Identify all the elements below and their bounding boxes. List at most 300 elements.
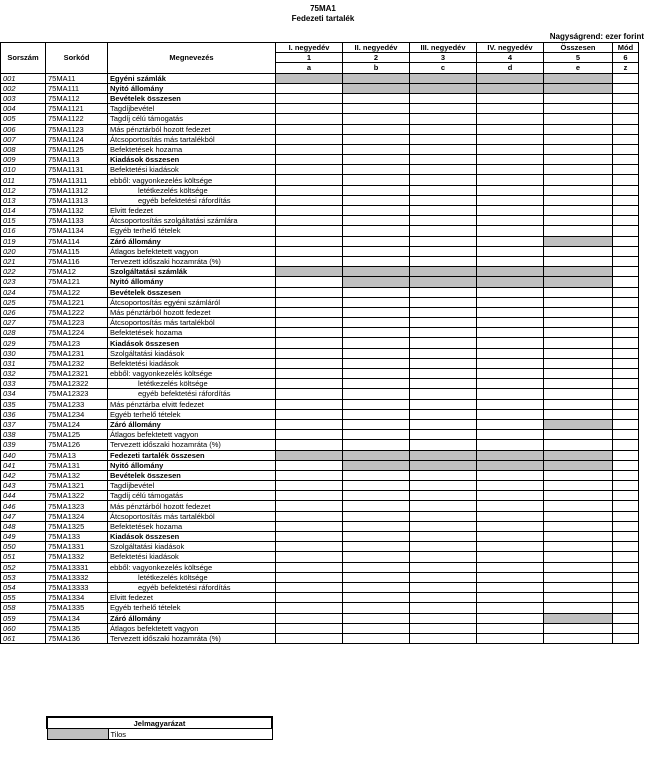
data-cell[interactable] <box>544 389 613 399</box>
data-cell[interactable] <box>410 246 477 256</box>
data-cell[interactable] <box>276 532 343 542</box>
data-cell[interactable] <box>477 399 544 409</box>
data-cell[interactable] <box>343 511 410 521</box>
data-cell[interactable] <box>410 195 477 205</box>
data-cell[interactable] <box>410 491 477 501</box>
data-cell[interactable] <box>410 358 477 368</box>
data-cell[interactable] <box>276 409 343 419</box>
data-cell[interactable] <box>544 470 613 480</box>
data-cell[interactable] <box>276 481 343 491</box>
data-cell[interactable] <box>276 348 343 358</box>
data-cell[interactable] <box>544 297 613 307</box>
data-cell[interactable] <box>613 623 639 633</box>
data-cell[interactable] <box>613 287 639 297</box>
data-cell[interactable] <box>613 450 639 460</box>
data-cell[interactable] <box>544 481 613 491</box>
data-cell[interactable] <box>477 338 544 348</box>
data-cell[interactable] <box>544 593 613 603</box>
data-cell[interactable] <box>276 83 343 93</box>
data-cell[interactable] <box>544 256 613 266</box>
data-cell[interactable] <box>613 297 639 307</box>
data-cell[interactable] <box>477 297 544 307</box>
data-cell[interactable] <box>477 623 544 633</box>
data-cell[interactable] <box>276 287 343 297</box>
data-cell[interactable] <box>343 430 410 440</box>
data-cell[interactable] <box>544 328 613 338</box>
data-cell[interactable] <box>477 440 544 450</box>
data-cell[interactable] <box>343 175 410 185</box>
data-cell[interactable] <box>343 613 410 623</box>
data-cell[interactable] <box>410 572 477 582</box>
data-cell[interactable] <box>276 603 343 613</box>
data-cell[interactable] <box>276 277 343 287</box>
data-cell[interactable] <box>477 389 544 399</box>
data-cell[interactable] <box>410 165 477 175</box>
data-cell[interactable] <box>477 593 544 603</box>
data-cell[interactable] <box>410 593 477 603</box>
data-cell[interactable] <box>410 216 477 226</box>
data-cell[interactable] <box>410 144 477 154</box>
data-cell[interactable] <box>613 83 639 93</box>
data-cell[interactable] <box>477 175 544 185</box>
data-cell[interactable] <box>477 328 544 338</box>
data-cell[interactable] <box>613 124 639 134</box>
data-cell[interactable] <box>343 104 410 114</box>
data-cell[interactable] <box>544 358 613 368</box>
data-cell[interactable] <box>410 155 477 165</box>
data-cell[interactable] <box>613 542 639 552</box>
data-cell[interactable] <box>343 256 410 266</box>
data-cell[interactable] <box>613 277 639 287</box>
data-cell[interactable] <box>343 93 410 103</box>
data-cell[interactable] <box>343 165 410 175</box>
data-cell[interactable] <box>276 297 343 307</box>
data-cell[interactable] <box>276 501 343 511</box>
data-cell[interactable] <box>477 114 544 124</box>
data-cell[interactable] <box>477 491 544 501</box>
data-cell[interactable] <box>276 623 343 633</box>
data-cell[interactable] <box>276 542 343 552</box>
data-cell[interactable] <box>410 124 477 134</box>
data-cell[interactable] <box>410 419 477 429</box>
data-cell[interactable] <box>343 491 410 501</box>
data-cell[interactable] <box>276 236 343 246</box>
data-cell[interactable] <box>343 409 410 419</box>
data-cell[interactable] <box>276 134 343 144</box>
data-cell[interactable] <box>343 236 410 246</box>
data-cell[interactable] <box>477 236 544 246</box>
data-cell[interactable] <box>276 338 343 348</box>
data-cell[interactable] <box>410 185 477 195</box>
data-cell[interactable] <box>477 226 544 236</box>
data-cell[interactable] <box>544 155 613 165</box>
data-cell[interactable] <box>544 246 613 256</box>
data-cell[interactable] <box>343 633 410 643</box>
data-cell[interactable] <box>544 114 613 124</box>
data-cell[interactable] <box>410 287 477 297</box>
data-cell[interactable] <box>410 552 477 562</box>
data-cell[interactable] <box>276 379 343 389</box>
data-cell[interactable] <box>410 114 477 124</box>
data-cell[interactable] <box>477 144 544 154</box>
data-cell[interactable] <box>613 216 639 226</box>
data-cell[interactable] <box>544 532 613 542</box>
data-cell[interactable] <box>276 572 343 582</box>
data-cell[interactable] <box>613 155 639 165</box>
data-cell[interactable] <box>613 582 639 592</box>
data-cell[interactable] <box>276 521 343 531</box>
data-cell[interactable] <box>343 134 410 144</box>
data-cell[interactable] <box>410 104 477 114</box>
data-cell[interactable] <box>613 399 639 409</box>
data-cell[interactable] <box>613 328 639 338</box>
data-cell[interactable] <box>477 185 544 195</box>
data-cell[interactable] <box>343 623 410 633</box>
data-cell[interactable] <box>477 603 544 613</box>
data-cell[interactable] <box>613 206 639 216</box>
data-cell[interactable] <box>410 623 477 633</box>
data-cell[interactable] <box>343 470 410 480</box>
data-cell[interactable] <box>544 582 613 592</box>
data-cell[interactable] <box>343 206 410 216</box>
data-cell[interactable] <box>410 521 477 531</box>
data-cell[interactable] <box>410 328 477 338</box>
data-cell[interactable] <box>544 542 613 552</box>
data-cell[interactable] <box>343 287 410 297</box>
data-cell[interactable] <box>276 369 343 379</box>
data-cell[interactable] <box>613 470 639 480</box>
data-cell[interactable] <box>410 307 477 317</box>
data-cell[interactable] <box>613 613 639 623</box>
data-cell[interactable] <box>343 501 410 511</box>
data-cell[interactable] <box>613 389 639 399</box>
data-cell[interactable] <box>343 389 410 399</box>
data-cell[interactable] <box>613 460 639 470</box>
data-cell[interactable] <box>613 134 639 144</box>
data-cell[interactable] <box>544 124 613 134</box>
data-cell[interactable] <box>276 246 343 256</box>
data-cell[interactable] <box>343 114 410 124</box>
data-cell[interactable] <box>544 633 613 643</box>
data-cell[interactable] <box>343 328 410 338</box>
data-cell[interactable] <box>276 195 343 205</box>
data-cell[interactable] <box>544 134 613 144</box>
data-cell[interactable] <box>477 358 544 368</box>
data-cell[interactable] <box>613 409 639 419</box>
data-cell[interactable] <box>613 593 639 603</box>
data-cell[interactable] <box>276 491 343 501</box>
data-cell[interactable] <box>276 552 343 562</box>
data-cell[interactable] <box>477 572 544 582</box>
data-cell[interactable] <box>613 491 639 501</box>
data-cell[interactable] <box>613 348 639 358</box>
data-cell[interactable] <box>613 603 639 613</box>
data-cell[interactable] <box>544 369 613 379</box>
data-cell[interactable] <box>544 185 613 195</box>
data-cell[interactable] <box>343 419 410 429</box>
data-cell[interactable] <box>343 532 410 542</box>
data-cell[interactable] <box>477 104 544 114</box>
data-cell[interactable] <box>613 552 639 562</box>
data-cell[interactable] <box>343 307 410 317</box>
data-cell[interactable] <box>343 572 410 582</box>
data-cell[interactable] <box>477 613 544 623</box>
data-cell[interactable] <box>276 613 343 623</box>
data-cell[interactable] <box>276 328 343 338</box>
data-cell[interactable] <box>276 226 343 236</box>
data-cell[interactable] <box>477 430 544 440</box>
data-cell[interactable] <box>477 470 544 480</box>
data-cell[interactable] <box>410 318 477 328</box>
data-cell[interactable] <box>343 369 410 379</box>
data-cell[interactable] <box>410 501 477 511</box>
data-cell[interactable] <box>613 226 639 236</box>
data-cell[interactable] <box>544 440 613 450</box>
data-cell[interactable] <box>410 134 477 144</box>
data-cell[interactable] <box>343 155 410 165</box>
data-cell[interactable] <box>477 542 544 552</box>
data-cell[interactable] <box>544 195 613 205</box>
data-cell[interactable] <box>613 511 639 521</box>
data-cell[interactable] <box>477 552 544 562</box>
data-cell[interactable] <box>613 419 639 429</box>
data-cell[interactable] <box>276 165 343 175</box>
data-cell[interactable] <box>343 216 410 226</box>
data-cell[interactable] <box>410 633 477 643</box>
data-cell[interactable] <box>613 195 639 205</box>
data-cell[interactable] <box>613 267 639 277</box>
data-cell[interactable] <box>613 633 639 643</box>
data-cell[interactable] <box>544 379 613 389</box>
data-cell[interactable] <box>613 144 639 154</box>
data-cell[interactable] <box>276 104 343 114</box>
data-cell[interactable] <box>477 419 544 429</box>
data-cell[interactable] <box>613 572 639 582</box>
data-cell[interactable] <box>343 603 410 613</box>
data-cell[interactable] <box>544 175 613 185</box>
data-cell[interactable] <box>276 114 343 124</box>
data-cell[interactable] <box>477 409 544 419</box>
data-cell[interactable] <box>477 633 544 643</box>
data-cell[interactable] <box>343 358 410 368</box>
data-cell[interactable] <box>477 155 544 165</box>
data-cell[interactable] <box>477 216 544 226</box>
data-cell[interactable] <box>613 175 639 185</box>
data-cell[interactable] <box>477 307 544 317</box>
data-cell[interactable] <box>276 399 343 409</box>
data-cell[interactable] <box>276 511 343 521</box>
data-cell[interactable] <box>544 399 613 409</box>
data-cell[interactable] <box>613 93 639 103</box>
data-cell[interactable] <box>477 93 544 103</box>
data-cell[interactable] <box>343 440 410 450</box>
data-cell[interactable] <box>544 409 613 419</box>
data-cell[interactable] <box>410 511 477 521</box>
data-cell[interactable] <box>613 246 639 256</box>
data-cell[interactable] <box>410 175 477 185</box>
data-cell[interactable] <box>410 379 477 389</box>
data-cell[interactable] <box>276 470 343 480</box>
data-cell[interactable] <box>276 185 343 195</box>
data-cell[interactable] <box>276 358 343 368</box>
data-cell[interactable] <box>477 501 544 511</box>
data-cell[interactable] <box>544 348 613 358</box>
data-cell[interactable] <box>477 246 544 256</box>
data-cell[interactable] <box>477 532 544 542</box>
data-cell[interactable] <box>477 287 544 297</box>
data-cell[interactable] <box>276 216 343 226</box>
data-cell[interactable] <box>410 236 477 246</box>
data-cell[interactable] <box>544 93 613 103</box>
data-cell[interactable] <box>544 603 613 613</box>
data-cell[interactable] <box>544 572 613 582</box>
data-cell[interactable] <box>613 185 639 195</box>
data-cell[interactable] <box>477 256 544 266</box>
data-cell[interactable] <box>343 226 410 236</box>
data-cell[interactable] <box>613 318 639 328</box>
data-cell[interactable] <box>343 582 410 592</box>
data-cell[interactable] <box>477 165 544 175</box>
data-cell[interactable] <box>544 511 613 521</box>
data-cell[interactable] <box>343 552 410 562</box>
data-cell[interactable] <box>477 562 544 572</box>
data-cell[interactable] <box>343 542 410 552</box>
data-cell[interactable] <box>343 124 410 134</box>
data-cell[interactable] <box>477 511 544 521</box>
data-cell[interactable] <box>613 369 639 379</box>
data-cell[interactable] <box>410 542 477 552</box>
data-cell[interactable] <box>410 348 477 358</box>
data-cell[interactable] <box>343 297 410 307</box>
data-cell[interactable] <box>276 582 343 592</box>
data-cell[interactable] <box>410 532 477 542</box>
data-cell[interactable] <box>410 481 477 491</box>
data-cell[interactable] <box>410 226 477 236</box>
data-cell[interactable] <box>410 603 477 613</box>
data-cell[interactable] <box>544 216 613 226</box>
data-cell[interactable] <box>544 501 613 511</box>
data-cell[interactable] <box>343 348 410 358</box>
data-cell[interactable] <box>343 246 410 256</box>
data-cell[interactable] <box>343 399 410 409</box>
data-cell[interactable] <box>544 287 613 297</box>
data-cell[interactable] <box>410 297 477 307</box>
data-cell[interactable] <box>544 144 613 154</box>
data-cell[interactable] <box>613 256 639 266</box>
data-cell[interactable] <box>276 318 343 328</box>
data-cell[interactable] <box>544 552 613 562</box>
data-cell[interactable] <box>343 593 410 603</box>
data-cell[interactable] <box>343 481 410 491</box>
data-cell[interactable] <box>477 481 544 491</box>
data-cell[interactable] <box>343 185 410 195</box>
data-cell[interactable] <box>613 481 639 491</box>
data-cell[interactable] <box>410 440 477 450</box>
data-cell[interactable] <box>613 114 639 124</box>
data-cell[interactable] <box>544 165 613 175</box>
data-cell[interactable] <box>477 206 544 216</box>
data-cell[interactable] <box>613 104 639 114</box>
data-cell[interactable] <box>613 338 639 348</box>
data-cell[interactable] <box>477 582 544 592</box>
data-cell[interactable] <box>410 369 477 379</box>
data-cell[interactable] <box>613 307 639 317</box>
data-cell[interactable] <box>613 165 639 175</box>
data-cell[interactable] <box>544 491 613 501</box>
data-cell[interactable] <box>613 532 639 542</box>
data-cell[interactable] <box>544 562 613 572</box>
data-cell[interactable] <box>343 562 410 572</box>
data-cell[interactable] <box>276 155 343 165</box>
data-cell[interactable] <box>544 521 613 531</box>
data-cell[interactable] <box>276 175 343 185</box>
data-cell[interactable] <box>410 409 477 419</box>
data-cell[interactable] <box>410 389 477 399</box>
data-cell[interactable] <box>613 430 639 440</box>
data-cell[interactable] <box>276 144 343 154</box>
data-cell[interactable] <box>343 195 410 205</box>
data-cell[interactable] <box>343 318 410 328</box>
data-cell[interactable] <box>276 430 343 440</box>
data-cell[interactable] <box>477 134 544 144</box>
data-cell[interactable] <box>276 562 343 572</box>
data-cell[interactable] <box>410 562 477 572</box>
data-cell[interactable] <box>544 104 613 114</box>
data-cell[interactable] <box>544 226 613 236</box>
data-cell[interactable] <box>276 633 343 643</box>
data-cell[interactable] <box>410 470 477 480</box>
data-cell[interactable] <box>477 195 544 205</box>
data-cell[interactable] <box>544 318 613 328</box>
data-cell[interactable] <box>613 358 639 368</box>
data-cell[interactable] <box>613 440 639 450</box>
data-cell[interactable] <box>410 613 477 623</box>
data-cell[interactable] <box>477 124 544 134</box>
data-cell[interactable] <box>544 307 613 317</box>
data-cell[interactable] <box>544 206 613 216</box>
data-cell[interactable] <box>343 144 410 154</box>
data-cell[interactable] <box>276 389 343 399</box>
data-cell[interactable] <box>343 379 410 389</box>
data-cell[interactable] <box>343 338 410 348</box>
data-cell[interactable] <box>544 623 613 633</box>
data-cell[interactable] <box>276 206 343 216</box>
data-cell[interactable] <box>410 338 477 348</box>
data-cell[interactable] <box>613 562 639 572</box>
data-cell[interactable] <box>477 348 544 358</box>
data-cell[interactable] <box>276 307 343 317</box>
data-cell[interactable] <box>477 369 544 379</box>
data-cell[interactable] <box>276 419 343 429</box>
data-cell[interactable] <box>613 379 639 389</box>
data-cell[interactable] <box>477 379 544 389</box>
data-cell[interactable] <box>343 521 410 531</box>
data-cell[interactable] <box>410 93 477 103</box>
data-cell[interactable] <box>276 440 343 450</box>
data-cell[interactable] <box>410 256 477 266</box>
data-cell[interactable] <box>477 521 544 531</box>
data-cell[interactable] <box>276 93 343 103</box>
data-cell[interactable] <box>613 73 639 83</box>
data-cell[interactable] <box>276 593 343 603</box>
data-cell[interactable] <box>477 318 544 328</box>
data-cell[interactable] <box>544 338 613 348</box>
data-cell[interactable] <box>613 521 639 531</box>
data-cell[interactable] <box>410 582 477 592</box>
data-cell[interactable] <box>410 399 477 409</box>
data-cell[interactable] <box>613 501 639 511</box>
data-cell[interactable] <box>544 430 613 440</box>
